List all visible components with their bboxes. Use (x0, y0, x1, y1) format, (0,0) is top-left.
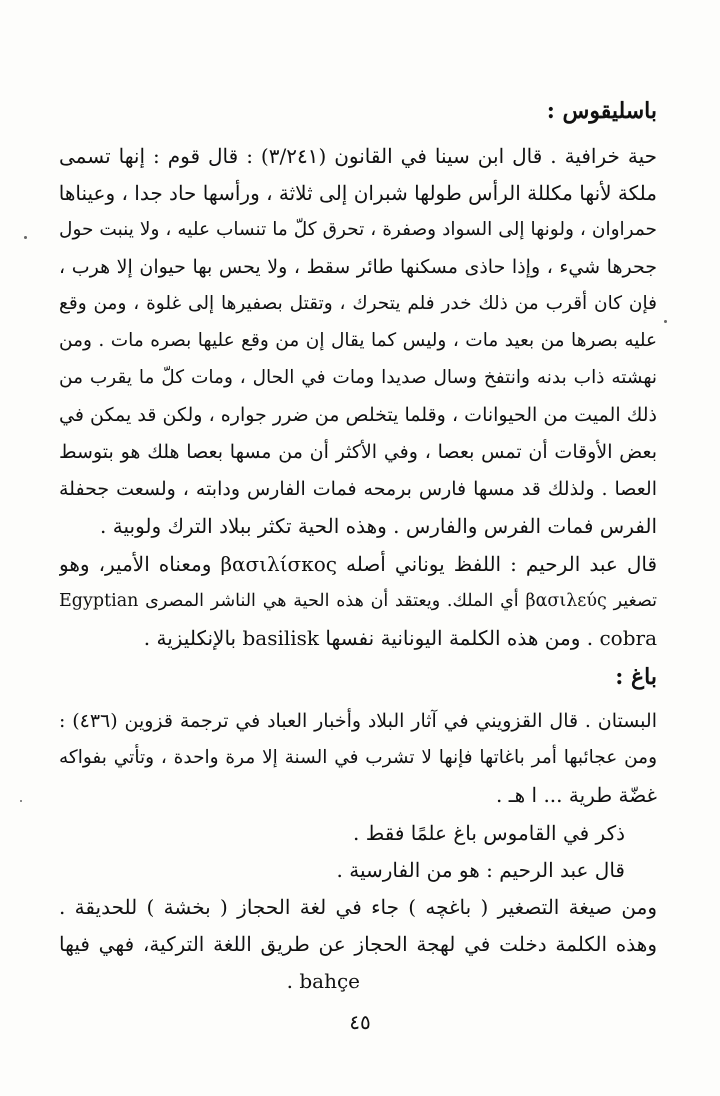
entry-body-line: جحرها شيء ، وإذا حاذى مسكنها طائر سقط ، ولا يحس بها حيوان إلا هرب ، (59, 256, 657, 278)
entry-body-line: حمراوان ، ولونها إلى السواد وصفرة ، تحرق كلّ ما تنساب عليه ، ولا ينبت حول (59, 219, 657, 240)
entry-body-line: البستان . قال القزويني في آثار البلاد وأخبار العباد في ترجمة قزوين (٤٣٦) : (59, 710, 657, 732)
page-number: ٤٥ (349, 1010, 371, 1034)
entry-heading-bagh: باغ : (615, 664, 657, 690)
entry-body-line: بعض الأوقات أن تمس بعصا ، وفي الأكثر أن من مسها بعصا هلك هو بتوسط (59, 441, 657, 463)
entry-body-line: ومن عجائبها أمر باغاتها فإنها لا تشرب في السنة إلا مرة واحدة ، وتأتي بفواكه (59, 747, 657, 768)
entry-body-line: فإن كان أقرب من ذلك خدر فلم يتحرك ، وتقتل بصفيرها إلى غلوة ، ومن وقع (59, 293, 657, 314)
entry-body-line: حية خرافية . قال ابن سينا في القانون (٣/٢٤١) : قال قوم : إنها تسمى (59, 144, 657, 168)
scan-speck (664, 320, 667, 323)
entry-body-line: ذلك الميت من الحيوانات ، وقلما يتخلص من ضرر جواره ، ولكن قد يمكن في (59, 404, 657, 426)
entry-body-line: عليه بصرها من بعيد مات ، وليس كما يقال إن من وقع عليها بصره مات . ومن (59, 330, 657, 351)
entry-body-line: العصا . ولذلك قد مسها فارس برمحه فمات الفارس ودابته ، ولسعت جحفلة (59, 478, 657, 500)
note-line: وهذه الكلمة دخلت في لهجة الحجاز عن طريق اللغة التركية، فهي فيها (59, 932, 657, 956)
entry-body-line: ملكة لأنها مكللة الرأس طولها شبران إلى ثلاثة ، ورأسها حاد جدا ، وعيناها (59, 181, 657, 205)
note-line: . bahçe (286, 969, 360, 993)
entry-heading-basiliqus: باسليقوس : (546, 98, 657, 124)
etymology-note-line: cobra . ومن هذه الكلمة اليونانية نفسها basilisk بالإنكليزية . (143, 626, 657, 650)
note-line: قال عبد الرحيم : هو من الفارسية . (336, 858, 625, 882)
note-line: ذكر في القاموس باغ علمًا فقط . (353, 821, 625, 845)
entry-body-line: نهشته ذاب بدنه وانتفخ وسال صديدا ومات في الحال ، ومات كلّ ما يقرب من (59, 367, 657, 388)
etymology-note-line: تصغير βασιλεύς أي الملك. ويعتقد أن هذه الحية هي الناشر المصرى Egyptian (59, 591, 657, 611)
scan-speck (24, 236, 27, 239)
note-line: ومن صيغة التصغير ( باغچه ) جاء في لغة الحجاز ( بخشة ) للحديقة . (59, 895, 657, 919)
entry-body-line: غضّة طرية ... ا هـ . (496, 783, 657, 807)
entry-body-line: الفرس فمات الفرس والفارس . وهذه الحية تكثر ببلاد الترك ولوبية . (100, 514, 657, 538)
scan-speck (20, 800, 22, 802)
etymology-note-line: قال عبد الرحيم : اللفظ يوناني أصله βασιλίσκος ومعناه الأمير، وهو (59, 552, 657, 576)
